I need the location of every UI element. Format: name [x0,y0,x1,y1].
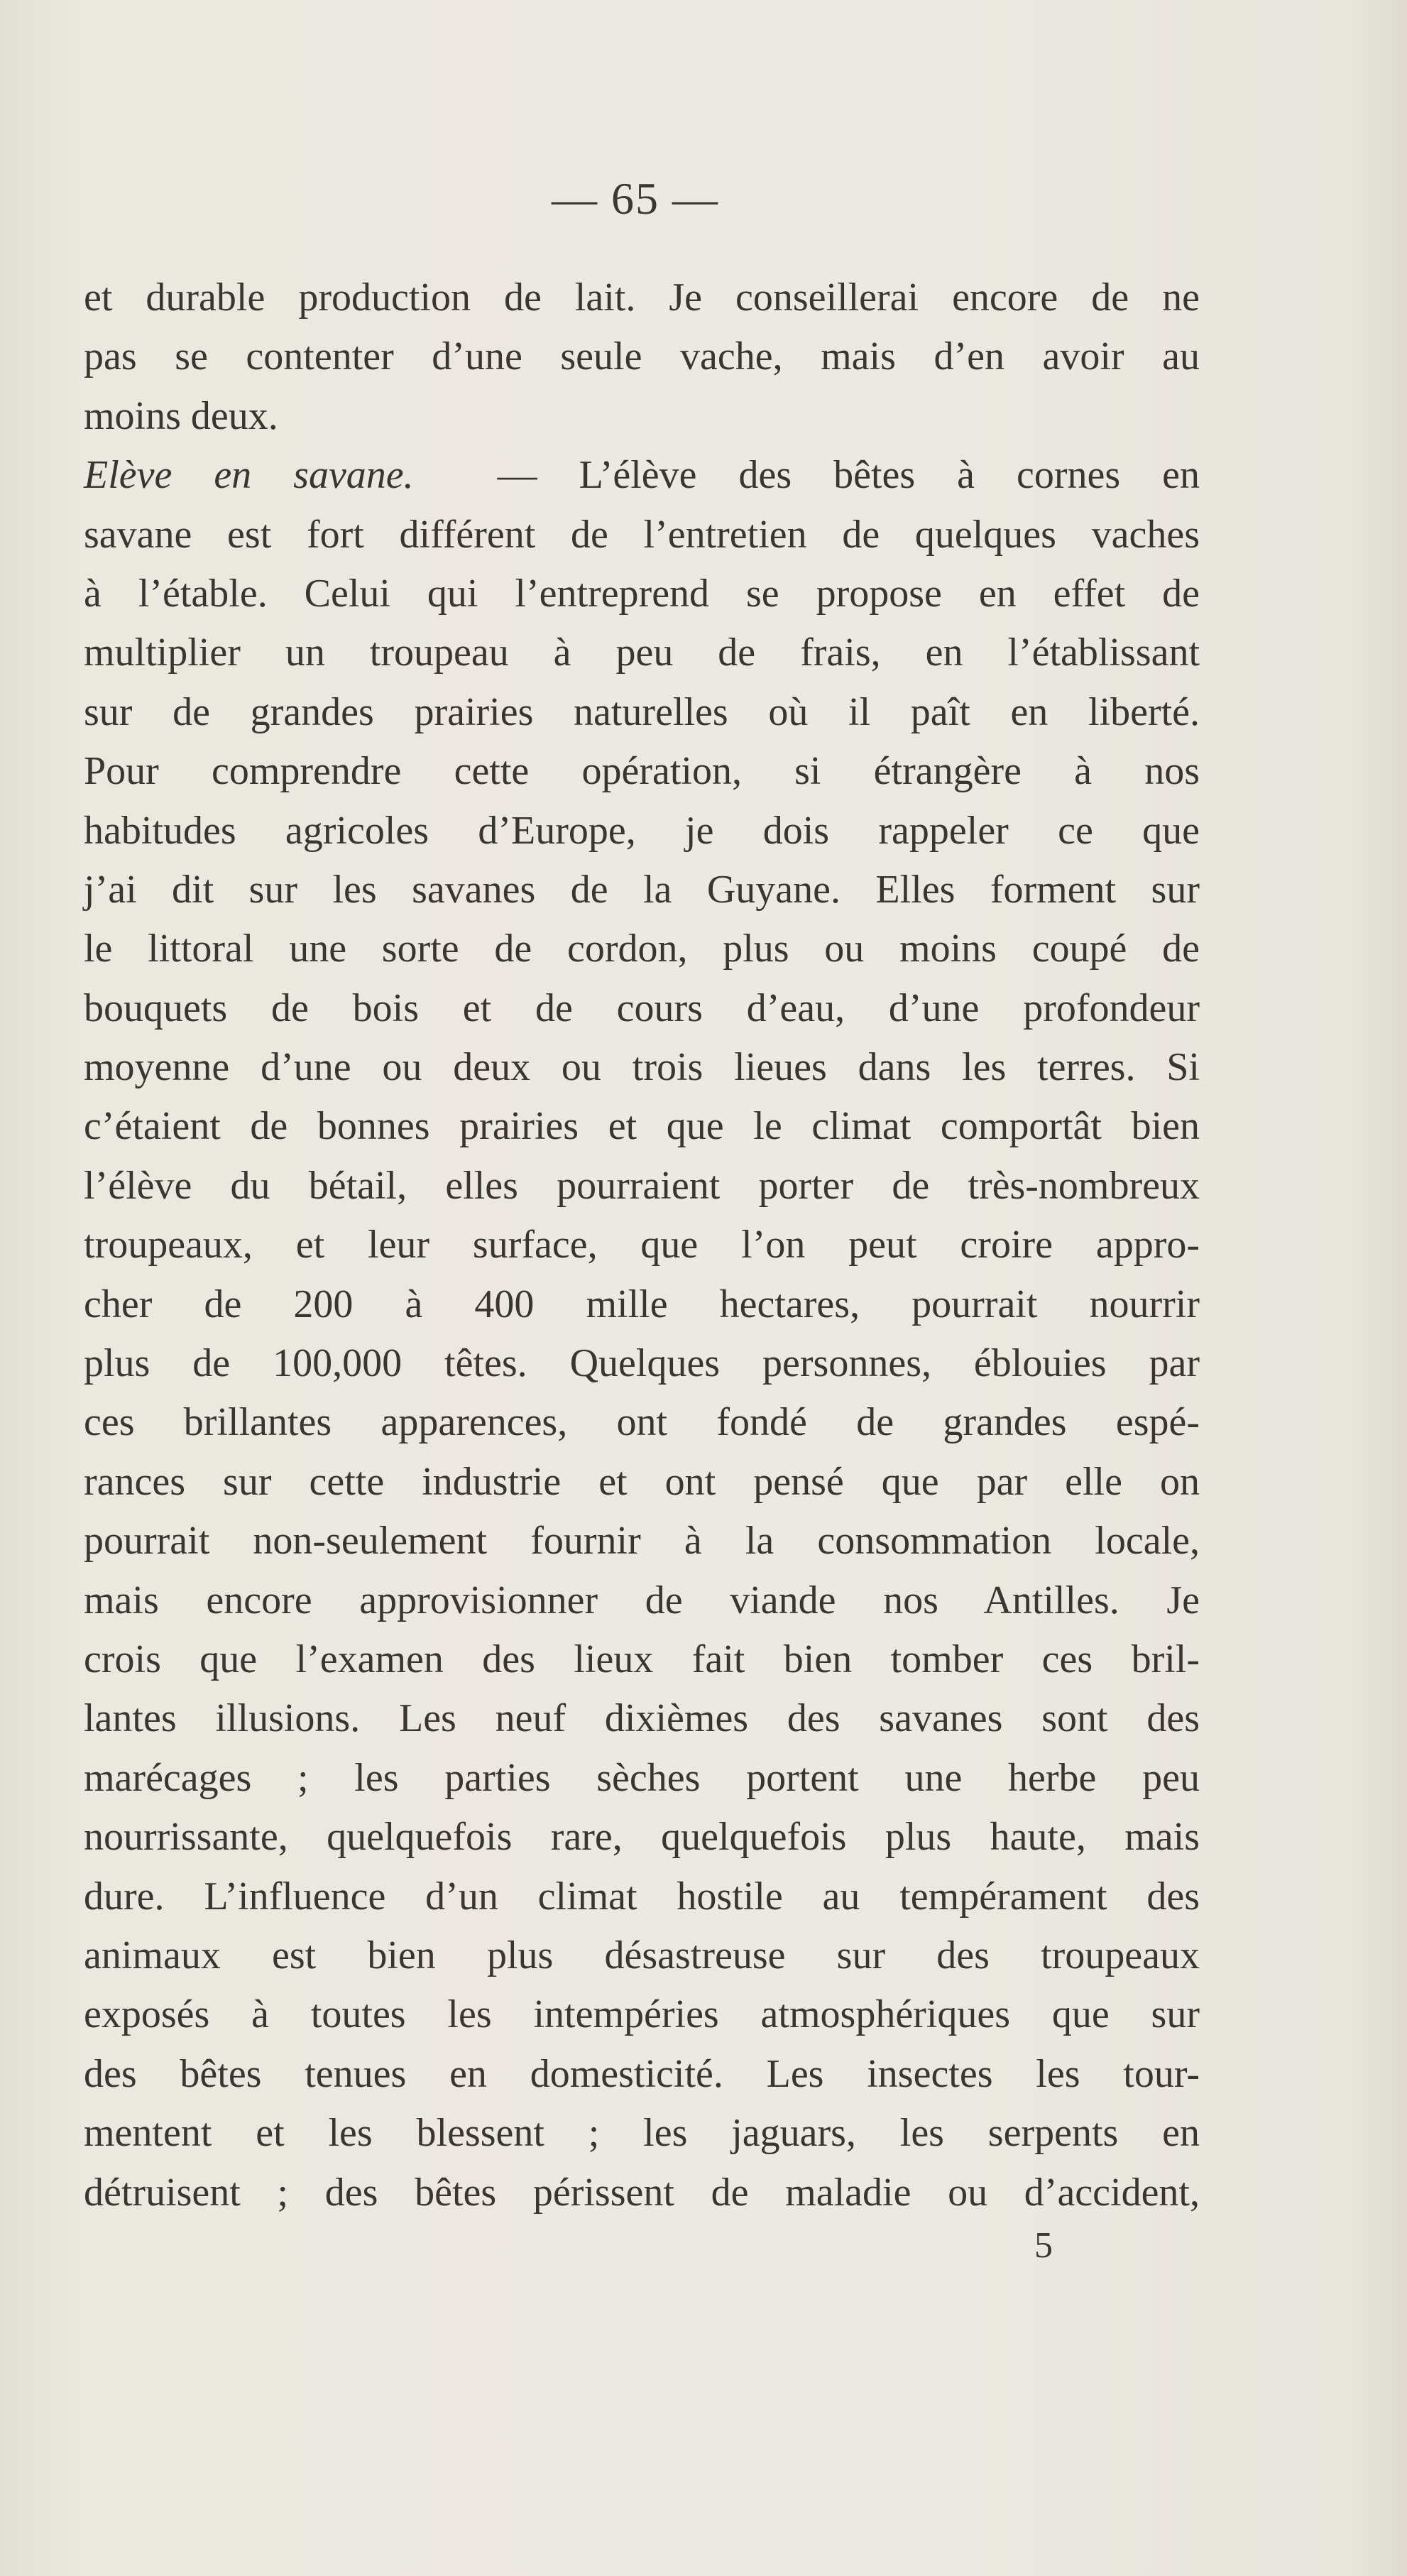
text-line: l’élève du bétail, elles pourraient porter de très-nombreux [84,1163,1200,1208]
text-line: Pour comprendre cette opération, si étrangère à nos [84,749,1200,794]
text-line: à l’étable. Celui qui l’entreprend se propose en effet de [84,571,1200,616]
text-line: animaux est bien plus désastreuse sur des troupeaux [84,1933,1200,1977]
text-line: habitudes agricoles d’Europe, je dois rappeler ce que [84,808,1200,853]
text-line: sur de grandes prairies naturelles où il paît en liberté. [84,689,1200,734]
section-heading: Elève en savane. [84,453,414,498]
text-line: bouquets de bois et de cours d’eau, d’une profondeur [84,986,1200,1030]
text-line: pourrait non-seulement fournir à la consommation locale, [84,1519,1200,1563]
text-line: cher de 200 à 400 mille hectares, pourrait nourrir [84,1282,1200,1326]
text-line: le littoral une sorte de cordon, plus ou moins coupé de [84,927,1200,971]
text-line: mentent et les blessent ; les jaguars, les serpents en [84,2111,1200,2156]
text-line: multiplier un troupeau à peu de frais, en l’établissant [84,631,1200,675]
signature-mark: 5 [1034,2225,1053,2266]
text-line: détruisent ; des bêtes périssent de maladie ou d’accident, [84,2170,1200,2215]
text-line: marécages ; les parties sèches portent une herbe peu [84,1755,1200,1800]
text-line: savane est fort différent de l’entretien de quelques vaches [84,512,1200,557]
text-line: plus de 100,000 têtes. Quelques personnes, éblouies par [84,1341,1200,1386]
text-line: moins deux. [84,393,278,438]
body-text [84,268,1200,2222]
text-line: crois que l’examen des lieux fait bien tomber ces bril- [84,1637,1200,1681]
text-line: ces brillantes apparences, ont fondé de grandes espé- [84,1400,1200,1445]
section-heading-line [84,446,1200,505]
text-line: j’ai dit sur les savanes de la Guyane. Elles forment sur [84,867,1200,912]
text-line: exposés à toutes les intempéries atmosphériques que sur [84,1992,1200,2037]
text-line-rest: — L’élève des bêtes à cornes en [497,453,1200,498]
text-line: rances sur cette industrie et ont pensé que par elle on [84,1459,1200,1504]
text-line: troupeaux, et leur surface, que l’on peut croire appro- [84,1223,1200,1267]
text-line: nourrissante, quelquefois rare, quelquefois plus haute, mais [84,1815,1200,1860]
text-line: pas se contenter d’une seule vache, mais d’en avoir au [84,334,1200,379]
text-line: lantes illusions. Les neuf dixièmes des savanes sont des [84,1696,1200,1741]
text-line: des bêtes tenues en domesticité. Les insectes les tour- [84,2051,1200,2096]
text-line: et durable production de lait. Je conseillerai encore de ne [84,275,1200,320]
text-line: mais encore approvisionner de viande nos Antilles. Je [84,1578,1200,1622]
page-number-header: — 65 — [552,173,719,224]
text-line: moyenne d’une ou deux ou trois lieues dans les terres. Si [84,1045,1200,1090]
text-line: dure. L’influence d’un climat hostile au tempérament des [84,1874,1200,1919]
text-line: c’étaient de bonnes prairies et que le climat comportât bien [84,1104,1200,1149]
